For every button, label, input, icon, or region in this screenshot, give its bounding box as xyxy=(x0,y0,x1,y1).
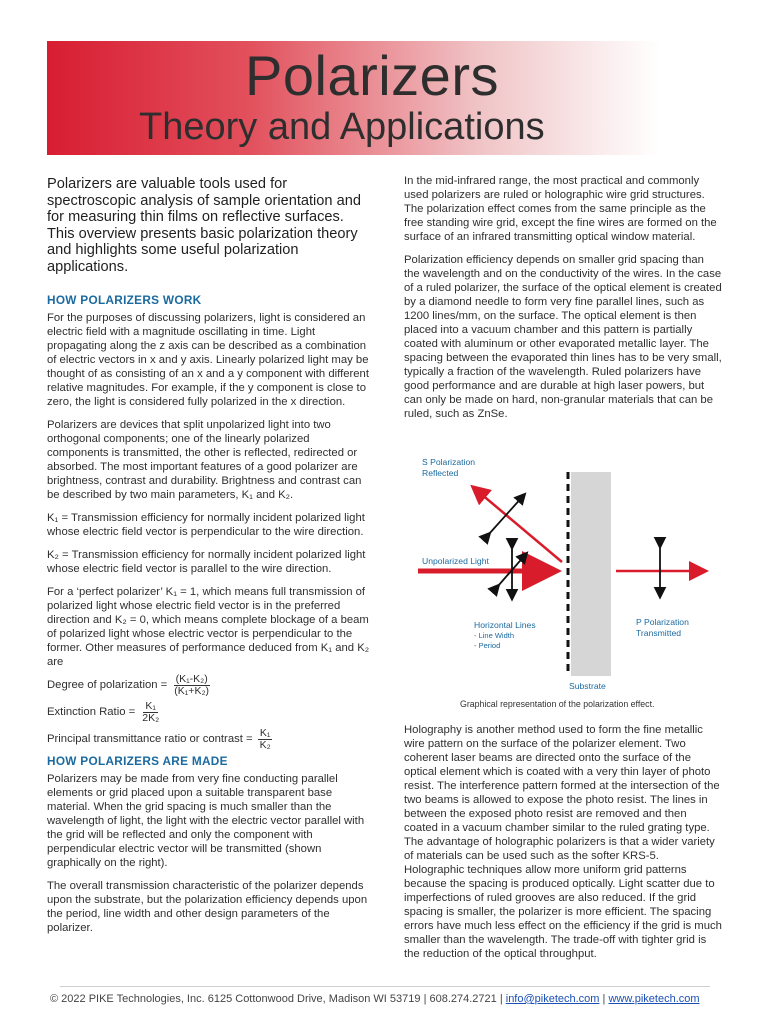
s-vector xyxy=(489,495,524,534)
left-column xyxy=(47,176,372,944)
polarization-diagram xyxy=(404,450,734,700)
paragraph: For the purposes of discussing polarizers, light is considered an electric field with a magnitude oscillating in time. Light propagating along the z axis can be described as a combination of electric vectors in x and y axis. Linearly polarized light may be thought of as consisting of an x and a y component with different relative magnitudes. For example, if the y component is close to zero, the light is considered fully polarized in the x direction. xyxy=(47,312,369,408)
numerator: (K₁-K₂) xyxy=(175,672,208,685)
unpolarized-light-label: Unpolarized Light xyxy=(422,556,489,566)
formula-degree-of-polarization xyxy=(47,673,372,697)
denominator: K₂ xyxy=(259,738,271,751)
substrate-label: Substrate xyxy=(569,681,606,691)
figure-caption: Graphical representation of the polarization effect. xyxy=(460,699,655,709)
fraction xyxy=(140,701,161,724)
email-link[interactable]: info@piketech.com xyxy=(505,993,600,1005)
substrate-block xyxy=(571,472,611,676)
formula-extinction-ratio xyxy=(47,700,372,724)
right-column xyxy=(404,174,722,430)
denominator: 2K₂ xyxy=(142,711,160,724)
label-line: Transmitted xyxy=(636,627,682,638)
paragraph-k2: K₂ = Transmission efficiency for normally incident polarized light whose electric field vector is parallel to the wire direction. xyxy=(47,549,366,575)
paragraph: The overall transmission characteristic of the polarizer depends upon the substrate, but the polarization efficiency depends upon the period, line width and other design parameters of the polarizer. xyxy=(47,880,368,934)
label-line: Reflected xyxy=(422,467,459,478)
label-line: - Period xyxy=(474,641,501,650)
intro-paragraph: Polarizers are valuable tools used for spectroscopic analysis of sample orientation and for measuring thin films on reflective surfaces. This overview presents basic polarization theory and highlights some useful polarization applications. xyxy=(47,176,361,275)
section-heading-how-work: HOW POLARIZERS WORK xyxy=(47,293,202,307)
paragraph: Polarizers may be made from very fine conducting parallel elements or grid placed upon a suitable transparent base material. When the grid spacing is much smaller than the wavelength of light, the light with the electric vector parallel with the grid will be reflected and only the component with perpendicular electric vector will be transmitted (shown graphically on the right). xyxy=(47,773,365,869)
fraction xyxy=(258,728,273,751)
section-heading-how-made: HOW POLARIZERS ARE MADE xyxy=(47,754,228,768)
formula-contrast xyxy=(47,727,372,751)
page-title: Polarizers xyxy=(245,44,499,107)
paragraph: In the mid-infrared range, the most practical and commonly used polarizers are ruled or holographic wire grid structures. The polarization effect comes from the same principle as the free standing wire grid, except the fine wires are formed on the surface of an infrared transmitting optical window material. xyxy=(404,175,717,243)
denominator: (K₁+K₂) xyxy=(174,684,210,697)
formula-label: Extinction Ratio = xyxy=(47,706,136,718)
footer xyxy=(50,993,730,1005)
label-line: S Polarization xyxy=(422,457,476,467)
label-line: - Line Width xyxy=(474,630,515,640)
paragraph: For a ‘perfect polarizer’ K₁ = 1, which means full transmission of polarized light whose electric field vector is in the preferred direction and K₂ = 0, which means complete blockage of a beam of polarized light whose electric vector is perpendicular to the former. Other measures of performance deduced from K₁ and K₂ are xyxy=(47,586,370,668)
polarization-figure xyxy=(404,450,734,725)
fraction xyxy=(172,674,211,697)
footer-text: © 2022 PIKE Technologies, Inc. 6125 Cottonwood Drive, Madison WI 53719 | 608.274.2721 | xyxy=(50,993,506,1005)
horizontal-lines-label xyxy=(474,620,536,652)
paragraph: Polarization efficiency depends on smaller grid spacing than the wavelength and on the conductivity of the wires. In the case of a ruled polarizer, the surface of the optical element is created by a diamond needle to form very fine parallel lines, such as 1200 lines/mm, on the surface. The optical element is then placed into a vacuum chamber and this pattern is partially coated with aluminum or other evaporated metallic layer. The spacing between the evaporated thin lines has to be very small, typically a fraction of the wavelength. Ruled polarizers have good performance and are durable at high laser powers, but can only be made on hard, non-granular materials that can be ruled, such as ZnSe. xyxy=(404,254,722,420)
website-link[interactable]: www.piketech.com xyxy=(608,993,700,1005)
paragraph: Polarizers are devices that split unpolarized light into two orthogonal components; one of the linearly polarized components is transmitted, the other is reflected, redirected or absorbed. The most important features of a good polarizer are brightness, contrast and durability. Brightness and contrast can be described by two main parameters, K₁ and K₂. xyxy=(47,419,362,501)
p-polarization-label xyxy=(636,617,689,638)
formula-label: Degree of polarization = xyxy=(47,679,168,691)
paragraph: Holography is another method used to form the fine metallic wire pattern on the surface of the polarizer element. Two coherent laser beams are directed onto the surface of the optical element which is coated with a very thin layer of photo resist. The interference pattern formed at the intersection of the two beams is allowed to expose the photo resist. The lines in between the exposed photo resist are removed and then coated in a vacuum chamber similar to the ruled grating type. The advantage of holographic polarizers is that a wider variety of materials can be used such as the softer KRS-5. Holographic techniques allow more uniform grid patterns because the spacing is produced optically. Light scatter due to imperfections of ruled grooves are also reduced. If the grid spacing is smaller, the polarizer is more efficient. The spacing errors have much less effect on the efficiency if the grid is much smaller than the wavelength. The trade-off with tighter grid is the reduction of the optical throughput. xyxy=(404,724,722,960)
reflected-beam xyxy=(474,488,562,562)
paragraph-k1: K₁ = Transmission efficiency for normally incident polarized light whose electric field vector is perpendicular to the wire direction. xyxy=(47,512,365,538)
footer-divider xyxy=(60,986,710,987)
numerator: K₁ xyxy=(259,726,271,739)
page-subtitle: Theory and Applications xyxy=(139,106,545,148)
footer-separator: | xyxy=(599,993,609,1005)
label-line: P Polarization xyxy=(636,617,689,627)
formula-label: Principal transmittance ratio or contrast = xyxy=(47,733,253,745)
s-polarization-label xyxy=(422,457,475,478)
numerator: K₁ xyxy=(145,699,156,712)
right-column-lower xyxy=(404,723,722,970)
label-line: Horizontal Lines xyxy=(474,620,536,630)
